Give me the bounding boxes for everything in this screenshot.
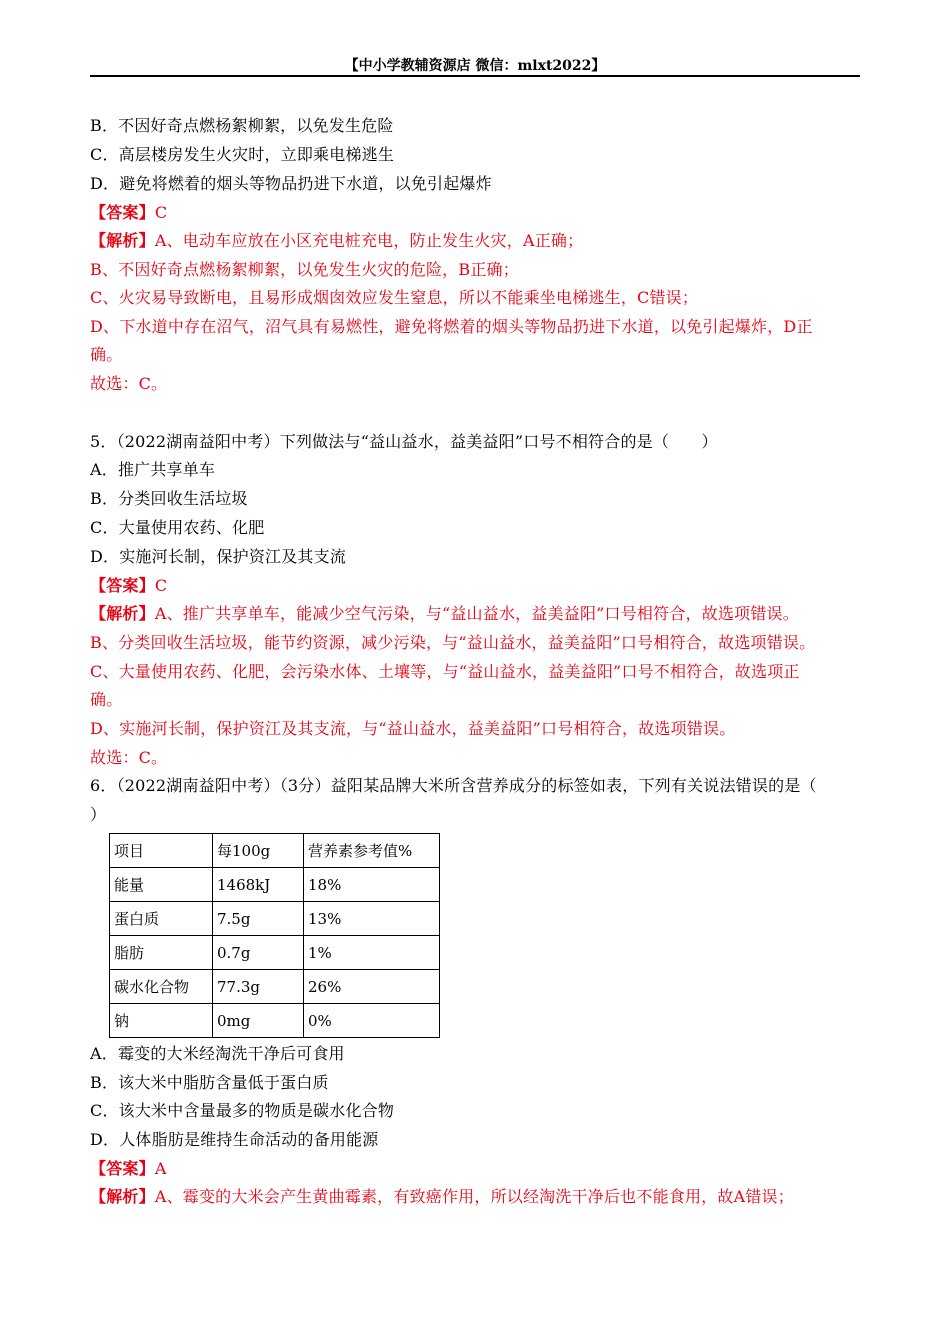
table-cell: 钠 bbox=[110, 1004, 213, 1038]
table-header-row bbox=[110, 834, 440, 868]
answer-label: 【答案】 bbox=[90, 1159, 155, 1178]
table-row bbox=[110, 1004, 440, 1038]
q4-analysis-3: C、火灾易导致断电，且易形成烟囱效应发生窒息，所以不能乘坐电梯逃生，C错误； bbox=[90, 288, 699, 307]
header-rule bbox=[90, 75, 860, 77]
table-cell: 0mg bbox=[213, 1004, 304, 1038]
q4-analysis-4b: 确。 bbox=[90, 345, 123, 364]
table-header-cell: 项目 bbox=[110, 834, 213, 868]
q5-option-c: C．大量使用农药、化肥 bbox=[90, 518, 265, 537]
table-cell: 1468kJ bbox=[213, 868, 304, 902]
table-cell: 13% bbox=[304, 902, 440, 936]
table-row bbox=[110, 970, 440, 1004]
table-cell: 18% bbox=[304, 868, 440, 902]
analysis-label: 【解析】 bbox=[90, 1187, 155, 1206]
table-cell: 26% bbox=[304, 970, 440, 1004]
table-cell: 蛋白质 bbox=[110, 902, 213, 936]
q5-stem: 5．（2022湖南益阳中考）下列做法与“益山益水，益美益阳”口号不相符合的是（ ） bbox=[90, 432, 718, 451]
answer-label: 【答案】 bbox=[90, 576, 155, 595]
q5-conclusion: 故选：C。 bbox=[90, 748, 168, 767]
analysis-text: A、电动车应放在小区充电桩充电，防止发生火灾，A正确； bbox=[154, 231, 584, 250]
table-row bbox=[110, 868, 440, 902]
q5-analysis-2: B、分类回收生活垃圾，能节约资源，减少污染，与“益山益水，益美益阳”口号相符合，故选项错误。 bbox=[90, 633, 816, 652]
q6-option-c: C．该大米中含量最多的物质是碳水化合物 bbox=[90, 1101, 395, 1120]
q4-analysis-1 bbox=[90, 231, 860, 251]
answer-value: C bbox=[154, 203, 168, 222]
q6-option-b: B．该大米中脂肪含量低于蛋白质 bbox=[90, 1073, 329, 1092]
q5-analysis-3a: C、大量使用农药、化肥，会污染水体、土壤等，与“益山益水，益美益阳”口号不相符合，故选项正 bbox=[90, 662, 800, 681]
q4-answer bbox=[90, 203, 860, 223]
q4-analysis-2: B、不因好奇点燃杨絮柳絮，以免发生火灾的危险，B正确； bbox=[90, 260, 519, 279]
table-cell: 1% bbox=[304, 936, 440, 970]
q5-analysis-3b: 确。 bbox=[90, 690, 123, 709]
analysis-label: 【解析】 bbox=[90, 231, 155, 250]
answer-value: A bbox=[154, 1159, 167, 1178]
q4-option-b: B．不因好奇点燃杨絮柳絮，以免发生危险 bbox=[90, 116, 394, 135]
q5-answer bbox=[90, 576, 860, 596]
page-header: 【中小学教辅资源店 微信：mlxt2022】 bbox=[344, 58, 606, 74]
q6-analysis-1 bbox=[90, 1187, 860, 1207]
table-header-cell: 每100g bbox=[213, 834, 304, 868]
answer-value: C bbox=[154, 576, 168, 595]
q4-option-c: C．高层楼房发生火灾时，立即乘电梯逃生 bbox=[90, 145, 395, 164]
q6-answer bbox=[90, 1159, 860, 1179]
q4-analysis-4a: D、下水道中存在沼气，沼气具有易燃性，避免将燃着的烟头等物品扔进下水道，以免引起爆炸，D正 bbox=[90, 317, 813, 336]
table-cell: 77.3g bbox=[213, 970, 304, 1004]
table-header-cell: 营养素参考值% bbox=[304, 834, 440, 868]
analysis-label: 【解析】 bbox=[90, 604, 155, 623]
q4-option-d: D．避免将燃着的烟头等物品扔进下水道，以免引起爆炸 bbox=[90, 174, 492, 193]
table-cell: 7.5g bbox=[213, 902, 304, 936]
nutrition-table bbox=[109, 833, 440, 1038]
table-cell: 碳水化合物 bbox=[110, 970, 213, 1004]
q6-stem-b: ） bbox=[90, 805, 107, 824]
q5-option-a: A．推广共享单车 bbox=[90, 460, 216, 479]
q6-option-a: A．霉变的大米经淘洗干净后可食用 bbox=[90, 1044, 345, 1063]
q6-option-d: D．人体脂肪是维持生命活动的备用能源 bbox=[90, 1130, 379, 1149]
analysis-text: A、推广共享单车，能减少空气污染，与“益山益水，益美益阳”口号相符合，故选项错误。 bbox=[154, 604, 799, 623]
answer-label: 【答案】 bbox=[90, 203, 155, 222]
analysis-text: A、霉变的大米会产生黄曲霉素，有致癌作用，所以经淘洗干净后也不能食用，故A错误； bbox=[154, 1187, 794, 1206]
table-cell: 脂肪 bbox=[110, 936, 213, 970]
table-cell: 能量 bbox=[110, 868, 213, 902]
q5-option-b: B．分类回收生活垃圾 bbox=[90, 489, 248, 508]
q6-stem-a: 6．（2022湖南益阳中考）（3分）益阳某品牌大米所含营养成分的标签如表，下列有关说法错误的是（ bbox=[90, 776, 817, 795]
q4-conclusion: 故选：C。 bbox=[90, 374, 168, 393]
q5-analysis-4: D、实施河长制，保护资江及其支流，与“益山益水，益美益阳”口号相符合，故选项错误。 bbox=[90, 719, 736, 738]
table-row bbox=[110, 902, 440, 936]
q5-analysis-1 bbox=[90, 604, 860, 624]
table-cell: 0% bbox=[304, 1004, 440, 1038]
table-row bbox=[110, 936, 440, 970]
q5-option-d: D．实施河长制，保护资江及其支流 bbox=[90, 547, 347, 566]
table-cell: 0.7g bbox=[213, 936, 304, 970]
